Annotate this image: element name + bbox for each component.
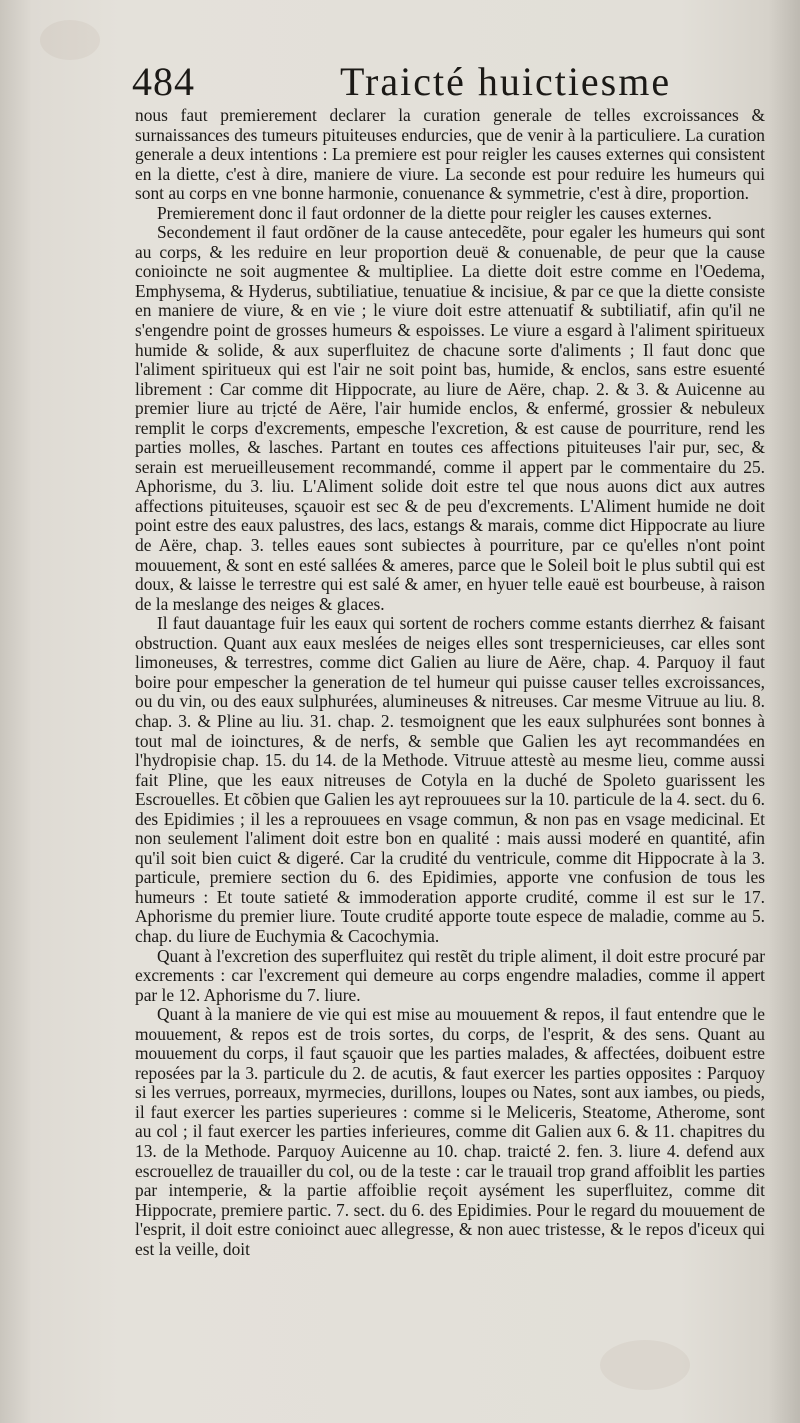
paragraph: Secondement il faut ordõner de la cause antecedẽte, pour egaler les humeurs qui sont au corps, & les reduire en leur proportion deuë & conuenable, de peur que la cause conioincte ne soit augmentee & multipliee. La diette doit estre comme en l'Oedema, Emphysema, & Hyderus, subtiliatiue, tenuatiue & incisiue, & par ce que la diette consiste en maniere de viure, & en vie ; le viure doit estre attenuatif & subtiliatif, afin qu'il ne s'engendre point de grosses humeurs & espoisses. Le viure a esgard à l'aliment spiritueux humide & solide, & aux superfluitez de chacune sorte d'aliments ; Il faut donc que l'aliment spiritueux qui est l'air ne soit point bas, humide, & enclos, sans estre esuenté librement : Car comme dit Hippocrate, au liure de Aëre, chap. 2. & 3. & Auicenne au premier liure au trịcté de Aëre, l'air humide enclos, & enfermé, grossier & nebuleux remplit le corps d'excrements, empesche l'excretion, & est cause de pourriture, rend les parties molles, & lasches. Partant en toutes ces affections pituiteuses l'air pur, sec, & serain est merueilleusement recommandé, comme il appert par le commentaire du 25. Aphorisme, du 3. liu. L'Aliment solide doit estre tel que nous auons dict aux autres affections pituiteuses, sçauoir est sec & de peu d'excrements. L'Aliment humide ne doit point estre des eaux palustres, des lacs, estangs & marais, comme dict Hippocrate au liure de Aëre, chap. 3. telles eaues sont subiectes à pourriture, par ce qu'elles n'ont point mouuement, & sont en esté sallées & ameres, parce que le Soleil boit le plus subtil qui est doux, & laisse le terrestre qui est salé & amer, en hyuer telle eauë est bourbeuse, à raison de la meslange des neiges & glaces. bbox=[135, 222, 765, 614]
paper-stain bbox=[600, 1340, 690, 1390]
paragraph: Quant à la maniere de vie qui est mise au mouuement & repos, il faut entendre que le mouuement, & repos est de trois sortes, du corps, de l'esprit, & des sens. Quant au mouuement du corps, il faut sçauoir que les parties malades, & affectées, doibuent estre reposées par la 3. particule du 2. de acutis, & faut exercer les parties opposites : Parquoy si les verrues, porreaux, myrmecies, durillons, loupes ou Nates, sont aux iambes, ou pieds, il faut exercer les parties superieures : comme si le Meliceris, Steatome, Atherome, sont au col ; il faut exercer les parties inferieures, comme dit Galien aux 6. & 11. chapitres du 13. de la Methode. Parquoy Auicenne au 10. chap. traicté 2. fen. 3. liure 4. defend aux escrouellez de trauailler du col, ou de la teste : car le trauail trop grand affoiblit les parties par intemperie, & la partie affoiblie reçoit aysément les superfluitez, comme dit Hippocrate, premiere partic. 7. sect. du 6. des Epidimies. Pour le regard du mouuement de l'esprit, il doit estre conioinct auec allegresse, & non auec tristesse, & le repos d'iceux qui est la veille, doit bbox=[135, 1004, 765, 1259]
paragraph: nous faut premierement declarer la curation generale de telles excroissances & surnaissances des tumeurs pituiteuses endurcies, que de venir à la particuliere. La curation generale a deux intentions : La premiere est pour reigler les causes externes qui consistent en la diette, c'est à dire, maniere de viure. La seconde est pour reduire les humeurs qui sont au corps en vne bonne harmonie, conuenance & symmetrie, c'est à dire, proportion. bbox=[135, 105, 765, 204]
paragraph: Premierement donc il faut ordonner de la diette pour reigler les causes externes. bbox=[157, 202, 712, 223]
page-number: 484 bbox=[132, 59, 195, 104]
body-text bbox=[135, 106, 765, 1259]
running-title: Traicté huictiesme bbox=[340, 59, 672, 104]
paragraph: Il faut dauantage fuir les eaux qui sortent de rochers comme estants dierrhez & faisant obstruction. Quant aux eaux meslées de neiges elles sont trespernicieuses, car elles sont limoneuses, & terrestres, comme dict Galien au liure de Aëre, chap. 4. Parquoy il faut boire pour empescher la generation de tel humeur qui puisse causer telles excroissances, ou du vin, ou des eaux sulphurées, alumineuses & nitreuses. Car mesme Vitruue au liu. 8. chap. 3. & Pline au liu. 31. chap. 2. tesmoignent que les eaux sulphurées sont bonnes à tout mal de ioinctures, & de nerfs, & semble que Galien les ayt recommandées en l'hydropisie chap. 15. du 14. de la Methode. Vitruue attestè au mesme lieu, comme aussi fait Pline, que les eaux nitreuses de Cotyla en la duché de Spoleto guarissent les Escrouelles. Et cõbien que Galien les ayt reprouuees sur la 10. particule de la 4. sect. du 6. des Epidimies ; il les a reprouuees en vsage commun, & non pas en vsage medicinal. Et non seulement l'aliment doit estre bon en qualité : mais aussi moderé en quantité, afin qu'il soit bien cuict & digeré. Car la crudité du ventricule, comme dit Hippocrate à la 3. particule, premiere section du 6. des Epidimies, apporte vne confusion de tous les humeurs : Et toute satieté & immoderation apporte crudité, comme il est sur le 17. Aphorisme du premier liure. Toute crudité apporte toute espece de maladie, comme au 5. chap. du liure de Euchymia & Cacochymia. bbox=[135, 613, 765, 946]
paragraph: Quant à l'excretion des superfluitez qui restẽt du triple aliment, il doit estre procuré par excrements : car l'excrement qui demeure au corps engendre maladies, comme il appert par le 12. Aphorisme du 7. liure. bbox=[135, 945, 765, 1005]
paper-stain bbox=[40, 20, 100, 60]
